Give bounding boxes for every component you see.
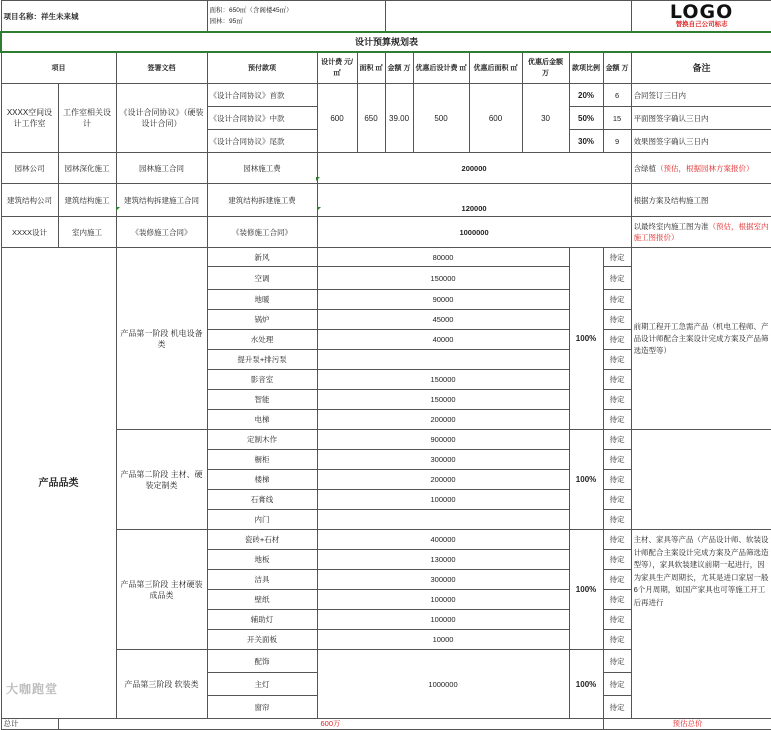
design-payment-3: 《设计合同协议》尾款 (207, 130, 317, 153)
garden-note-b: （预估，根据园林方案报价） (656, 163, 754, 173)
col-fee: 设计费 元/㎡ (317, 52, 357, 84)
s1-item-name: 提升泵+排污泵 (207, 350, 317, 370)
s1-item-pending: 待定 (603, 390, 631, 410)
s1-item-pending: 待定 (603, 267, 631, 290)
col-area: 面积 ㎡ (357, 52, 385, 84)
design-payment-2: 《设计合同协议》中款 (207, 107, 317, 130)
interior-category: 室内施工 (58, 217, 116, 248)
cell-marker (317, 207, 321, 211)
s4-item-name: 配饰 (207, 650, 317, 673)
s3-item-amount: 10000 (317, 630, 569, 650)
structure-category: 建筑结构施工 (58, 184, 116, 217)
s2-item-name: 内门 (207, 510, 317, 530)
design-note-1: 合同签订三日内 (631, 84, 771, 107)
s3-item-amount: 130000 (317, 550, 569, 570)
s2-item-pending: 待定 (603, 430, 631, 450)
area-line: 面积：650㎡（含阁楼45㎡） (209, 7, 293, 14)
project-name: 祥生未来城 (41, 11, 79, 21)
s2-item-name: 楼梯 (207, 470, 317, 490)
s1-item-pending: 待定 (603, 370, 631, 390)
s2-item-amount (317, 510, 569, 530)
watermark: 大咖跑堂 (6, 682, 59, 696)
garden-doc: 园林施工合同 (116, 153, 207, 184)
col-payment: 预付款项 (207, 52, 317, 84)
design-disc-amount: 30 (522, 84, 569, 153)
interior-company: XXXX设计 (1, 217, 58, 248)
design-doc: 《设计合同协议》（硬装设计合同） (116, 84, 207, 153)
s3-item-amount: 100000 (317, 610, 569, 630)
design-payment-1: 《设计合同协议》首款 (207, 84, 317, 107)
s3-item-pending: 待定 (603, 610, 631, 630)
stage3-name: 产品第三阶段 主材硬装成品类 (116, 530, 207, 650)
design-disc-area: 600 (469, 84, 522, 153)
s4-item-pending: 待定 (603, 650, 631, 673)
design-amount-3: 9 (603, 130, 631, 153)
design-note-3: 效果图签字确认三日内 (631, 130, 771, 153)
project-label: 项目名称： (3, 11, 41, 21)
col-item: 项目 (1, 52, 116, 84)
structure-note: 根据方案及结构施工图 (631, 184, 771, 217)
structure-amount: 120000 (317, 184, 631, 217)
design-ratio-2: 50% (569, 107, 603, 130)
page-title: 设计预算规划表 (1, 32, 771, 52)
col-doc: 签署文档 (116, 52, 207, 84)
s1-item-pending: 待定 (603, 290, 631, 310)
s1-item-amount: 45000 (317, 310, 569, 330)
s2-item-amount: 900000 (317, 430, 569, 450)
design-fee: 600 (317, 84, 357, 153)
s2-item-amount: 300000 (317, 450, 569, 470)
design-row-1 (1, 84, 771, 107)
products-label: 产品品类 (1, 248, 116, 719)
structure-row (1, 184, 771, 217)
s1-item-pending: 待定 (603, 350, 631, 370)
s1-item-name: 地暖 (207, 290, 317, 310)
design-ratio-3: 30% (569, 130, 603, 153)
s1-item-name: 影音室 (207, 370, 317, 390)
stage1-note: 前期工程开工急需产品（机电工程师、产品设计师配合主案设计完成方案及产品筛选造型等） (631, 248, 771, 430)
col-note: 备注 (631, 52, 771, 84)
s1-item-name: 空调 (207, 267, 317, 290)
s3-row-1 (1, 530, 771, 550)
s3-item-name: 辅助灯 (207, 610, 317, 630)
stage1-ratio: 100% (569, 248, 603, 430)
design-amount: 39.00 (385, 84, 413, 153)
s1-row-1 (1, 248, 771, 267)
stage4-ratio: 100% (569, 650, 603, 719)
total-amount: 600万 (58, 719, 603, 730)
s3-item-name: 洁具 (207, 570, 317, 590)
s3-item-pending: 待定 (603, 570, 631, 590)
s1-item-amount: 80000 (317, 248, 569, 267)
logo-cell (631, 1, 771, 33)
s2-item-pending: 待定 (603, 510, 631, 530)
design-ratio-1: 20% (569, 84, 603, 107)
s1-item-pending: 待定 (603, 330, 631, 350)
s3-item-pending: 待定 (603, 590, 631, 610)
s1-item-pending: 待定 (603, 410, 631, 430)
structure-company: 建筑结构公司 (1, 184, 58, 217)
structure-doc: 建筑结构拆建施工合同 (116, 184, 207, 217)
design-amount-2: 15 (603, 107, 631, 130)
col-amount: 金额 万 (385, 52, 413, 84)
col-disc-fee: 优惠后设计费 ㎡ (413, 52, 469, 84)
stage4-name: 产品第三阶段 软装类 (116, 650, 207, 719)
stage3-ratio: 100% (569, 530, 603, 650)
stage23-note: 主材、家具等产品（产品设计师、软装设计师配合主案设计完成方案及产品筛选造型等），家具软装建议前期一起进行，因为家具生产周期长，尤其是进口家居一般6个月周期，如国产家具也可等施工开工后再进行 (631, 530, 771, 719)
interior-amount: 1000000 (317, 217, 631, 248)
interior-note-b: （预估，根据室内施工图报价） (633, 222, 769, 242)
s3-item-name: 瓷砖+石材 (207, 530, 317, 550)
s3-item-amount: 400000 (317, 530, 569, 550)
s1-item-name: 水处理 (207, 330, 317, 350)
s1-item-pending: 待定 (603, 248, 631, 267)
s1-item-amount: 40000 (317, 330, 569, 350)
s3-item-amount: 300000 (317, 570, 569, 590)
s1-item-amount: 150000 (317, 390, 569, 410)
structure-payment: 建筑结构拆建施工费 (207, 184, 317, 217)
s2-row-1 (1, 430, 771, 450)
s1-item-name: 智能 (207, 390, 317, 410)
s2-item-name: 定制木作 (207, 430, 317, 450)
total-note: 预估总价 (603, 719, 771, 730)
interior-row (1, 217, 771, 248)
design-category: 工作室相关设计 (58, 84, 116, 153)
stage2-note-blank (631, 430, 771, 530)
s4-amount: 1000000 (317, 650, 569, 719)
interior-payment: 《装修施工合同》 (207, 217, 317, 248)
s2-item-pending: 待定 (603, 450, 631, 470)
s2-item-pending: 待定 (603, 490, 631, 510)
design-area: 650 (357, 84, 385, 153)
s3-item-name: 开关面板 (207, 630, 317, 650)
header-blank (385, 1, 631, 33)
s4-item-pending: 待定 (603, 696, 631, 719)
col-ratio: 款项比例 (569, 52, 603, 84)
s1-item-amount: 90000 (317, 290, 569, 310)
s3-item-name: 壁纸 (207, 590, 317, 610)
s3-item-pending: 待定 (603, 550, 631, 570)
col-disc-area: 优惠后面积 ㎡ (469, 52, 522, 84)
s3-item-pending: 待定 (603, 530, 631, 550)
s2-item-amount: 100000 (317, 490, 569, 510)
garden-note-a: 含绿植 (633, 163, 657, 173)
project-name-cell (1, 1, 207, 33)
s4-item-pending: 待定 (603, 673, 631, 696)
col-disc-amount: 优惠后金额 万 (522, 52, 569, 84)
s1-item-name: 电梯 (207, 410, 317, 430)
s2-item-name: 橱柜 (207, 450, 317, 470)
title-row (1, 32, 771, 52)
s1-item-amount: 150000 (317, 267, 569, 290)
s1-item-amount (317, 350, 569, 370)
logo: LOGO (669, 1, 734, 23)
col-amount2: 金额 万 (603, 52, 631, 84)
garden-line: 园林：95㎡ (209, 18, 243, 25)
column-header-row (1, 52, 771, 84)
area-info-cell (207, 1, 385, 33)
stage2-name: 产品第二阶段 主材、硬装定制类 (116, 430, 207, 530)
logo-subtitle: 替换自己公司标志 (675, 21, 728, 28)
interior-doc: 《装修施工合同》 (116, 217, 207, 248)
garden-note (631, 153, 771, 184)
s1-item-pending: 待定 (603, 310, 631, 330)
stage1-name: 产品第一阶段 机电设备类 (116, 248, 207, 430)
garden-company: 园林公司 (1, 153, 58, 184)
design-company: XXXX空间设计工作室 (1, 84, 58, 153)
s4-item-name: 窗帘 (207, 696, 317, 719)
s3-item-amount: 100000 (317, 590, 569, 610)
s2-item-amount: 200000 (317, 470, 569, 490)
s2-item-pending: 待定 (603, 470, 631, 490)
s1-item-name: 新风 (207, 248, 317, 267)
total-row (1, 719, 771, 730)
design-amount-1: 6 (603, 84, 631, 107)
s4-item-name: 主灯 (207, 673, 317, 696)
total-label: 总计 (1, 719, 58, 730)
garden-row (1, 153, 771, 184)
garden-amount: 200000 (317, 153, 631, 184)
s1-item-amount: 150000 (317, 370, 569, 390)
interior-note (631, 217, 771, 248)
interior-note-a: 以最终室内施工图为准 (633, 222, 709, 231)
stage2-ratio: 100% (569, 430, 603, 530)
s2-item-name: 石膏线 (207, 490, 317, 510)
s1-item-name: 锅炉 (207, 310, 317, 330)
design-disc-fee: 500 (413, 84, 469, 153)
garden-category: 园林深化施工 (58, 153, 116, 184)
design-note-2: 平面图签字确认三日内 (631, 107, 771, 130)
header-row (1, 1, 771, 33)
s3-item-pending: 待定 (603, 630, 631, 650)
s1-item-amount: 200000 (317, 410, 569, 430)
cell-marker (316, 177, 320, 181)
garden-payment: 园林施工费 (207, 153, 317, 184)
cell-marker (116, 207, 120, 211)
s3-item-name: 地板 (207, 550, 317, 570)
